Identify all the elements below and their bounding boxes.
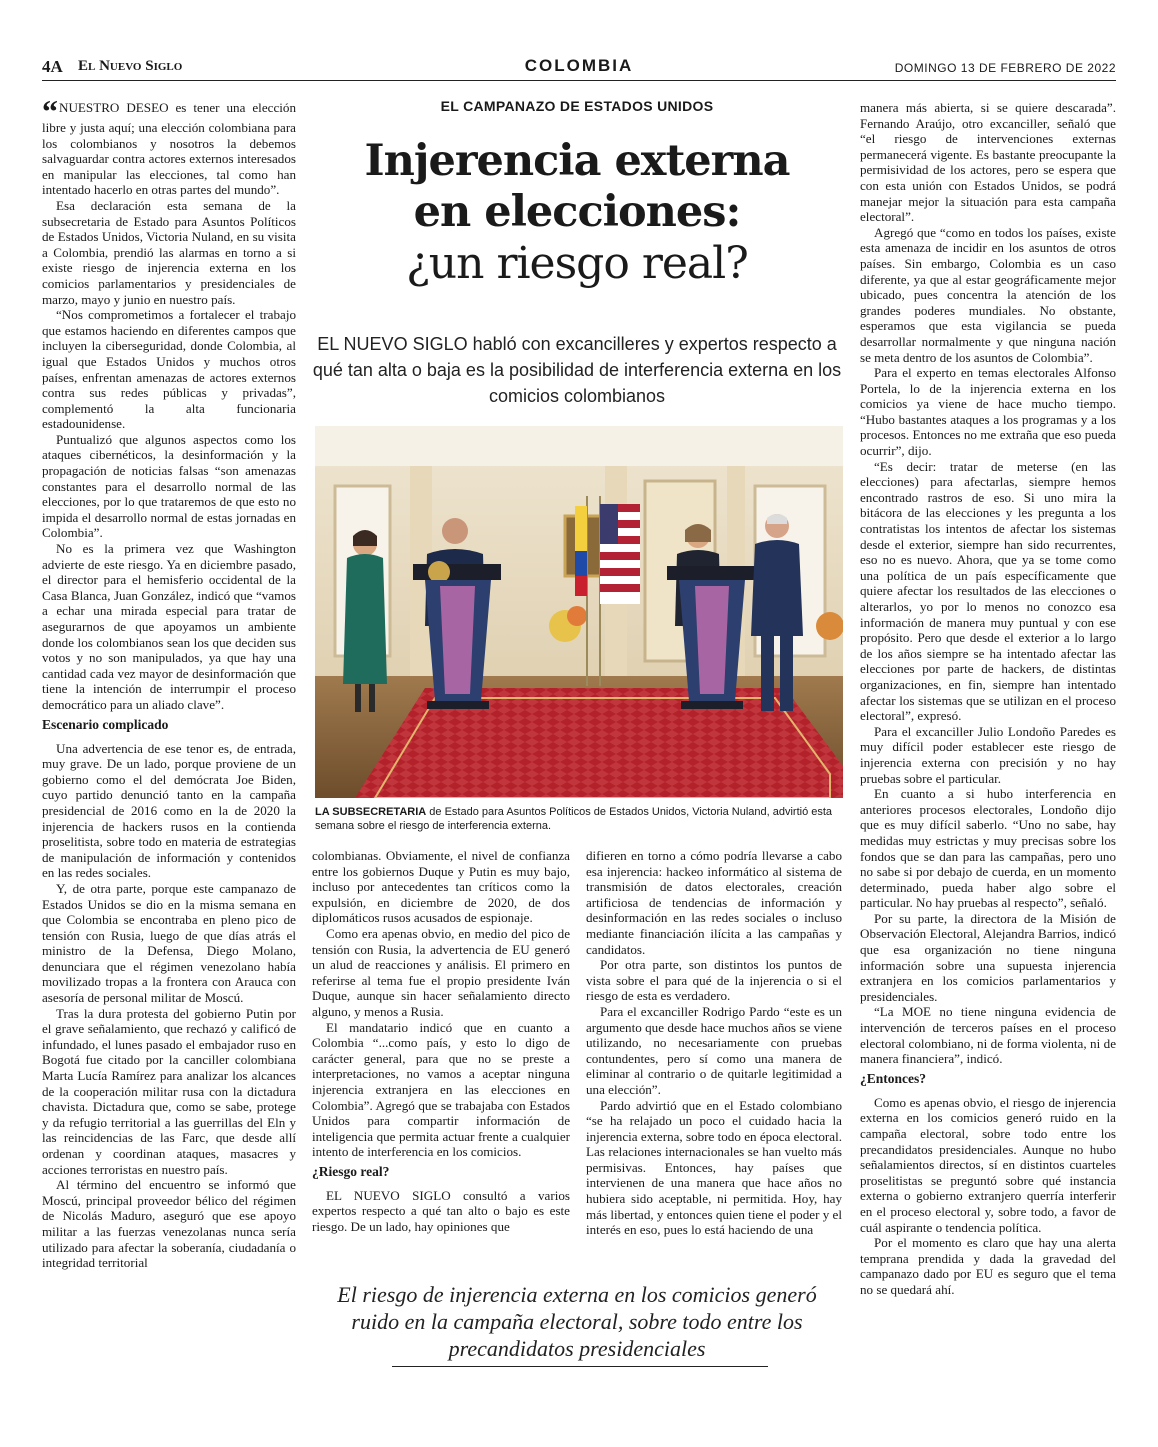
paragraph: Esa declaración esta semana de la subsecretaria de Estado para Asuntos Políticos de Estados Unidos, Victoria Nuland, en su visita a Colombia, prendió las alarmas en torno a si existe riesgo de injerencia externa en los comicios parlamentarios y presidenciales de marzo, mayo y junio en nuestro país.: [42, 197, 296, 307]
paragraph: Como es apenas obvio, el riesgo de injerencia externa en los comicios generó ruido en la campaña electoral, sobre todo entre los precandidatos presidenciales. Aunque no hubo señalamientos directos, sí en distintos cuarteles proselitistas se preguntó sobre qué instancia externa o gobierno extranjero querría interferir en el proceso electoral y, sobre todo, a favor de cuál aspirante o tendencia política.: [860, 1094, 1116, 1235]
paragraph: Puntualizó que algunos aspectos como los ataques cibernéticos, la desinformación y la propagación de noticias falsas “son amenazas constantes para el desarrollo normal de las elecciones, por lo que trataremos de que esto no impida el desarrollo normal de estas jornadas en Colombia”.: [42, 431, 296, 541]
paragraph: En cuanto a si hubo interferencia en anteriores procesos electorales, Londoño dijo que es muy difícil saberlo. “Uno no sabe, hay medidas muy estrictas y muy precisas sobre los fondos que se dan para las campañas, pero uno no sabe si por debajo de cuerda, en un momento determinado, pueda haber algo sobre el particular. No hay pruebas al respecto”, señaló.: [860, 786, 1116, 911]
headline-line-2: en elecciones:: [413, 187, 741, 237]
paragraph: Por el momento es claro que hay una alerta temprana prendida y dada la gravedad del campanazo dado por EU es seguro que el tema no se quedará ahí.: [860, 1235, 1116, 1297]
pull-quote: El riesgo de injerencia externa en los comicios generó ruido en la campaña electoral, sobre todo entre los precandidatos presidenciales: [337, 1282, 817, 1361]
paragraph: colombianas. Obviamente, el nivel de confianza entre los gobiernos Duque y Putin es muy bajo, incluso por antecedentes tan críticos como la expulsión, en diciembre de 2020, de dos diplomáticos rusos acusados de espionaje.: [312, 848, 570, 926]
paragraph: “La MOE no tiene ninguna evidencia de intervención de terceros países en el proceso electoral colombiano, ni de forma violenta, ni de manera financiera”, indicó.: [860, 1004, 1116, 1067]
paragraph: Y, de otra parte, porque este campanazo de Estados Unidos se dio en la misma semana en que Colombia se encontraba en pleno pico de tensión con Rusia, luego de que días atrás el ministro de la Defensa, Diego Molano, denunciara que el régimen venezolano había movilizado tropas a la frontera con Arauca con asesoría de personal militar de Moscú.: [42, 880, 296, 1006]
opening-text: NUESTRO DESEO es tener una elección libre y justa aquí; una elección colombiana para los colombianos y nosotros la debemos salvaguardar contra actores externos interesados en manipular las elecciones, tal como han intentado hacerlo en otras partes del mundo”.: [42, 100, 296, 198]
article-column-3: [586, 848, 842, 1238]
caption-lead: LA SUBSECRETARIA: [315, 806, 427, 818]
paragraph: El mandatario indicó que en cuanto a Colombia “...como país, y esto lo digo de carácter general, para que no se preste a interpretaciones, no vamos a aceptar ninguna injerencia extranjera en las elecciones en Colombia”. Agregó que se trabajaba con Estados Unidos para compartir información de inteligencia que permita actuar frente a cualquier intento de interferencia en los comicios.: [312, 1019, 570, 1160]
headline-line-1: Injerencia externa: [364, 136, 790, 186]
headline: [312, 136, 842, 289]
pull-quote-rule: [392, 1366, 768, 1367]
paragraph: Agregó que “como en todos los países, existe esta amenaza de incidir en los asuntos de otros países. Sin embargo, Colombia es un caso diferente, ya que al estar geográficamente mejor ubicado, pues concentra la atención de los grandes poderes mundiales. No obstante, esperamos que esta vigilancia se pueda desarrollar normalmente y que ninguna nación se meta dentro de los asuntos de Colombia”.: [860, 224, 1116, 365]
dek: EL NUEVO SIGLO habló con excancilleres y expertos respecto a qué tan alta o baja es la posibilidad de interferencia externa en los comicios colombianos: [312, 334, 842, 406]
paragraph: Al término del encuentro se informó que Moscú, principal proveedor bélico del régimen de Nicolás Maduro, aseguró que ese apoyo militar a las fuerzas venezolanas nunca sería utilizado para afectar la soberanía, ciudadanía o integridad territorial: [42, 1177, 296, 1271]
subheading: ¿Entonces?: [860, 1070, 927, 1086]
paragraph: Para el experto en temas electorales Alfonso Portela, lo de la injerencia externa en los comicios ya viene de hace mucho tiempo. “Hubo bastantes ataques a los programas y a los procesos. Entonces no me extraña que eso pueda ocurrir”, dijo.: [860, 365, 1116, 459]
subheading: Escenario complicado: [42, 716, 169, 732]
article-column-4: [860, 100, 1116, 1298]
issue-date: DOMINGO 13 DE FEBRERO DE 2022: [894, 61, 1116, 75]
paragraph: “Nos comprometimos a fortalecer el trabajo que estamos haciendo en diferentes campos que incluyen la ciberseguridad, donde Colombia, al igual que Estados Unidos y muchos otros países, enfrentan amenazas de actores externos contra sus redes públicas y privadas”, complementó la alta funcionaria estadounidense.: [42, 307, 296, 432]
press-conference-photo: [315, 426, 843, 798]
paragraph: Por su parte, la directora de la Misión de Observación Electoral, Alejandra Barrios, indicó que esa organización no tiene ninguna información sobre una supuesta injerencia extranjera en los comicios parlamentarios y presidenciales.: [860, 910, 1116, 1004]
paragraph: manera más abierta, si se quiere descarada”. Fernando Araújo, otro excanciller, señaló que “el riesgo de intervenciones externas permanecerá vigente. Es bastante preocupante la permisividad de los actores, pero se espera que con esta unión con Estados Unidos, se podrá manejar mejor la situación para esta campaña electoral”.: [860, 100, 1116, 225]
opening-paragraph: [42, 93, 296, 198]
paragraph: “Es decir: tratar de meterse (en las elecciones) para afectarlas, siempre hemos encontrado rastros de eso. Si uno mira la bitácora de las elecciones y les pregunta a los contratistas los intentos de afectar los sistemas desde el exterior, siempre han sido recurrentes, eso no es nuevo. Ahora, que ya se tome como una política de un país específicamente que quiere afectar los resultados de las elecciones o alterarlos, yo por lo menos no conozco esa información de manera muy puntual y con ese propósito. Pero que desde el exterior a lo largo de los años siempre se ha intentado afectar las elecciones por parte de hackers, de distintas organizaciones, en fin, siempre han intentado afectar los sistemas que se utilizan en el proceso electoral”, expresó.: [860, 458, 1116, 724]
newspaper-name: El Nuevo Siglo: [78, 58, 183, 74]
paragraph: EL NUEVO SIGLO consultó a varios expertos respecto a qué tan alto o bajo es este riesgo. De un lado, hay opiniones que: [312, 1187, 570, 1235]
paragraph: Para el excanciller Julio Londoño Paredes es muy difícil poder establecer este riesgo de injerencia externa con precisión y no hay pruebas sobre el particular.: [860, 723, 1116, 786]
headline-line-3: ¿un riesgo real?: [406, 238, 748, 289]
kicker: EL CAMPANAZO DE ESTADOS UNIDOS: [440, 98, 714, 114]
paragraph: difieren en torno a cómo podría llevarse a cabo esa injerencia: hackeo informático al sistema de transmisión de datos electorales, creación artificiosa de tendencias de información y desinformación en las redes sociales o incluso mediante financiación ilícita a las campañas y candidatos.: [586, 848, 842, 957]
article-column-1: [42, 93, 296, 1271]
subheading: ¿Riesgo real?: [312, 1163, 390, 1179]
paragraph: Pardo advirtió que en el Estado colombiano “se ha relajado un poco el cuidado hacia la injerencia externa, sobre todo en época electoral. Las relaciones internacionales se han vuelto más permisivas. Entonces, hay países que intervienen de una manera que hace años no hubiera sido aceptable, ni permitida. Hoy, hay más libertad, y entonces quien tiene el poder y el interés en eso, pues lo está haciendo de una: [586, 1097, 842, 1238]
paragraph: Por otra parte, son distintos los puntos de vista sobre el para qué de la injerencia o si el riesgo de esta es verdadero.: [586, 957, 842, 1004]
article-column-2: [312, 848, 570, 1235]
paragraph: Como era apenas obvio, en medio del pico de tensión con Rusia, la advertencia de EU generó un alud de reacciones y análisis. El primero en referirse al tema fue el propio presidente Iván Duque, aunque sin hacer señalamiento directo alguno, y menos a Rusia.: [312, 925, 570, 1019]
caption-text: de Estado para Asuntos Políticos de Estados Unidos, Victoria Nuland, advirtió esta semana sobre el riesgo de interferencia externa.: [315, 806, 833, 832]
paragraph: Tras la dura protesta del gobierno Putin por el grave señalamiento, que rechazó y calificó de infundado, el lunes pasado el embajador ruso en Bogotá fue citado por la canciller colombiana Marta Lucía Ramírez para analizar los alcances de la cooperación militar rusa con la dictadura chavista. Dictadura que, como se sabe, protege y da refugio territorial a las guerrillas del Eln y las reincidencias de las Farc, que desde allí ordenan y coordinan ataques, masacres y acciones terroristas en nuestro país.: [42, 1005, 296, 1177]
paragraph: Una advertencia de ese tenor es, de entrada, muy grave. De un lado, porque proviene de un gobierno como el del demócrata Joe Biden, cuyo partido denunció tanto en la campaña presidencial de 2016 como en la de 2020 la injerencia de hackers rusos en la contienda proselitista, sobre todo en materia de estrategias de manipulación de información y contenidos en las redes sociales.: [42, 740, 296, 881]
paragraph: Para el excanciller Rodrigo Pardo “este es un argumento que desde hace muchos años se viene utilizando, no necesariamente con pruebas contundentes, pero sí como una manera de eliminar al contrario o de quitarle legitimidad a una elección”.: [586, 1003, 842, 1097]
paragraph: No es la primera vez que Washington advierte de este riesgo. Ya en diciembre pasado, el director para el hemisferio occidental de la Casa Blanca, Juan González, indicó que “vamos a echar una mirada especial para tratar de asegurarnos de que apoyamos un ambiente donde los colombianos sean los que deciden sus votos y no son manipulados, ya que hay una cantidad cada vez mayor de desinformación que tiene la intención de interrumpir el proceso democrático para un aliado clave”.: [42, 541, 296, 712]
page-number: 4A: [42, 57, 63, 76]
header-rule: [42, 80, 1116, 81]
photo-caption: [315, 805, 843, 833]
section-title: COLOMBIA: [524, 56, 634, 75]
opening-quote-mark: “: [42, 93, 58, 129]
